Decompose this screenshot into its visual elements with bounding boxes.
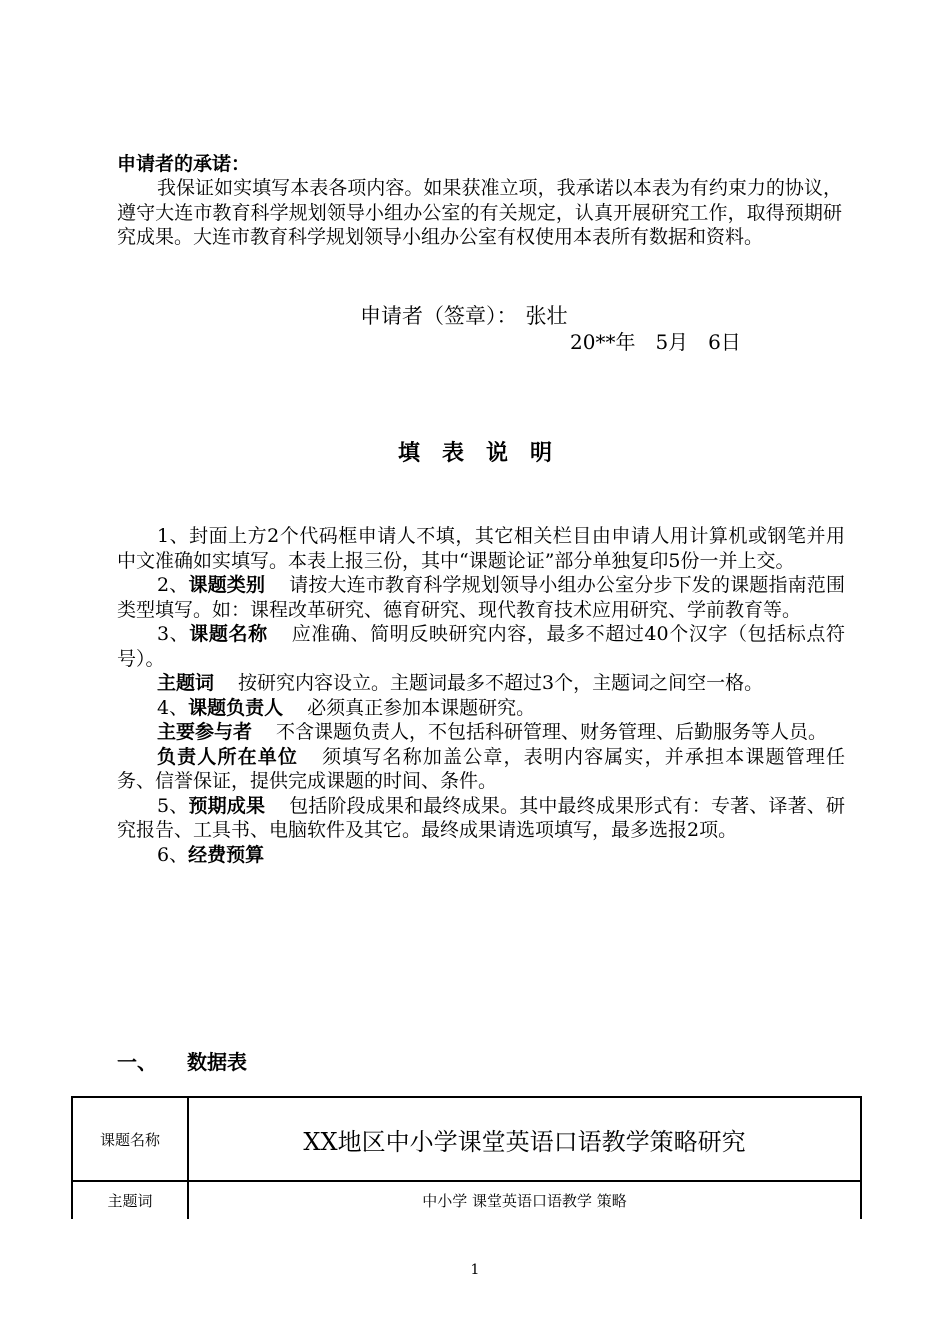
item2-number: 2、 (157, 574, 189, 596)
item6-number: 6、 (157, 843, 189, 866)
instruction-item-1: 1、封面上方2个代码框申请人不填，其它相关栏目由申请人用计算机或钢笔并用中文准确如实填写。本表上报三份，其中“课题论证”部分单独复印5份一并上交。 (117, 525, 845, 572)
instruction-participants (117, 720, 845, 745)
table-row (72, 1097, 861, 1181)
instruction-item-5 (117, 794, 845, 843)
item4-number: 4、 (157, 696, 189, 719)
item3-number: 3、 (157, 623, 190, 645)
item2-text: 请按大连市教育科学规划领导小组办公室分步下发的课题指南范围类型填写。如：课程改革研究、德育研究、现代教育技术应用研究、学前教育等。 (117, 574, 845, 621)
instruction-item-4 (117, 696, 845, 721)
instruction-item-3 (117, 622, 845, 671)
signature-label: 申请者（签章）： (360, 304, 518, 328)
section-title: 数据表 (187, 1050, 247, 1074)
item3-text: 应准确、简明反映研究内容，最多不超过40个汉字（包括标点符号）。 (117, 623, 845, 670)
keywords-label: 主题词 (72, 1181, 188, 1219)
participants-text: 不含课题负责人，不包括科研管理、财务管理、后勤服务等人员。 (276, 721, 828, 743)
instructions-title: 填 表 说 明 (397, 440, 552, 466)
signature-name: 张壮 (525, 304, 568, 328)
unit-term: 负责人所在单位 (157, 745, 299, 768)
unit-text: 须填写名称加盖公章，表明内容属实，并承担本课题管理任务、信誉保证，提供完成课题的时间、条件。 (117, 745, 845, 792)
item2-term: 课题类别 (188, 574, 266, 596)
keywords-value: 中小学 课堂英语口语教学 策略 (188, 1181, 861, 1219)
instruction-unit (117, 745, 845, 794)
pledge-body: 我保证如实填写本表各项内容。如果获准立项，我承诺以本表为有约束力的协议，遵守大连市教育科学规划领导小组办公室的有关规定，认真开展研究工作，取得预期研究成果。大连市教育科学规划领导小组办公室有权使用本表所有数据和资料。 (117, 177, 842, 248)
signature-line (360, 300, 568, 330)
keyword-text: 按研究内容设立。主题词最多不超过3个，主题词之间空一格。 (238, 672, 764, 694)
instructions-list (117, 524, 845, 867)
instruction-item-2 (117, 573, 845, 622)
table-row (72, 1181, 861, 1219)
section-number: 一、 (117, 1050, 157, 1074)
section-heading (117, 1046, 247, 1075)
item5-term: 预期成果 (188, 794, 266, 817)
instruction-keyword (117, 671, 845, 696)
signature-date: 20**年 5月 6日 (570, 330, 741, 354)
item4-term: 课题负责人 (188, 696, 284, 719)
keyword-term: 主题词 (157, 672, 215, 694)
data-table (71, 1096, 862, 1219)
item6-term: 经费预算 (188, 843, 265, 866)
item4-text: 必须真正参加本课题研究。 (307, 696, 536, 719)
topic-name-label: 课题名称 (72, 1097, 188, 1181)
item3-term: 课题名称 (189, 623, 268, 645)
participants-term: 主要参与者 (157, 721, 253, 743)
pledge-heading: 申请者的承诺： (117, 153, 251, 175)
instruction-item-6 (117, 843, 845, 868)
page-number: 1 (470, 1262, 480, 1278)
item5-text: 包括阶段成果和最终成果。其中最终成果形式有：专著、译著、研究报告、工具书、电脑软件及其它。最终成果请选项填写，最多选报2项。 (117, 794, 845, 841)
item5-number: 5、 (157, 794, 189, 817)
topic-name-value: XX地区中小学课堂英语口语教学策略研究 (188, 1097, 861, 1181)
